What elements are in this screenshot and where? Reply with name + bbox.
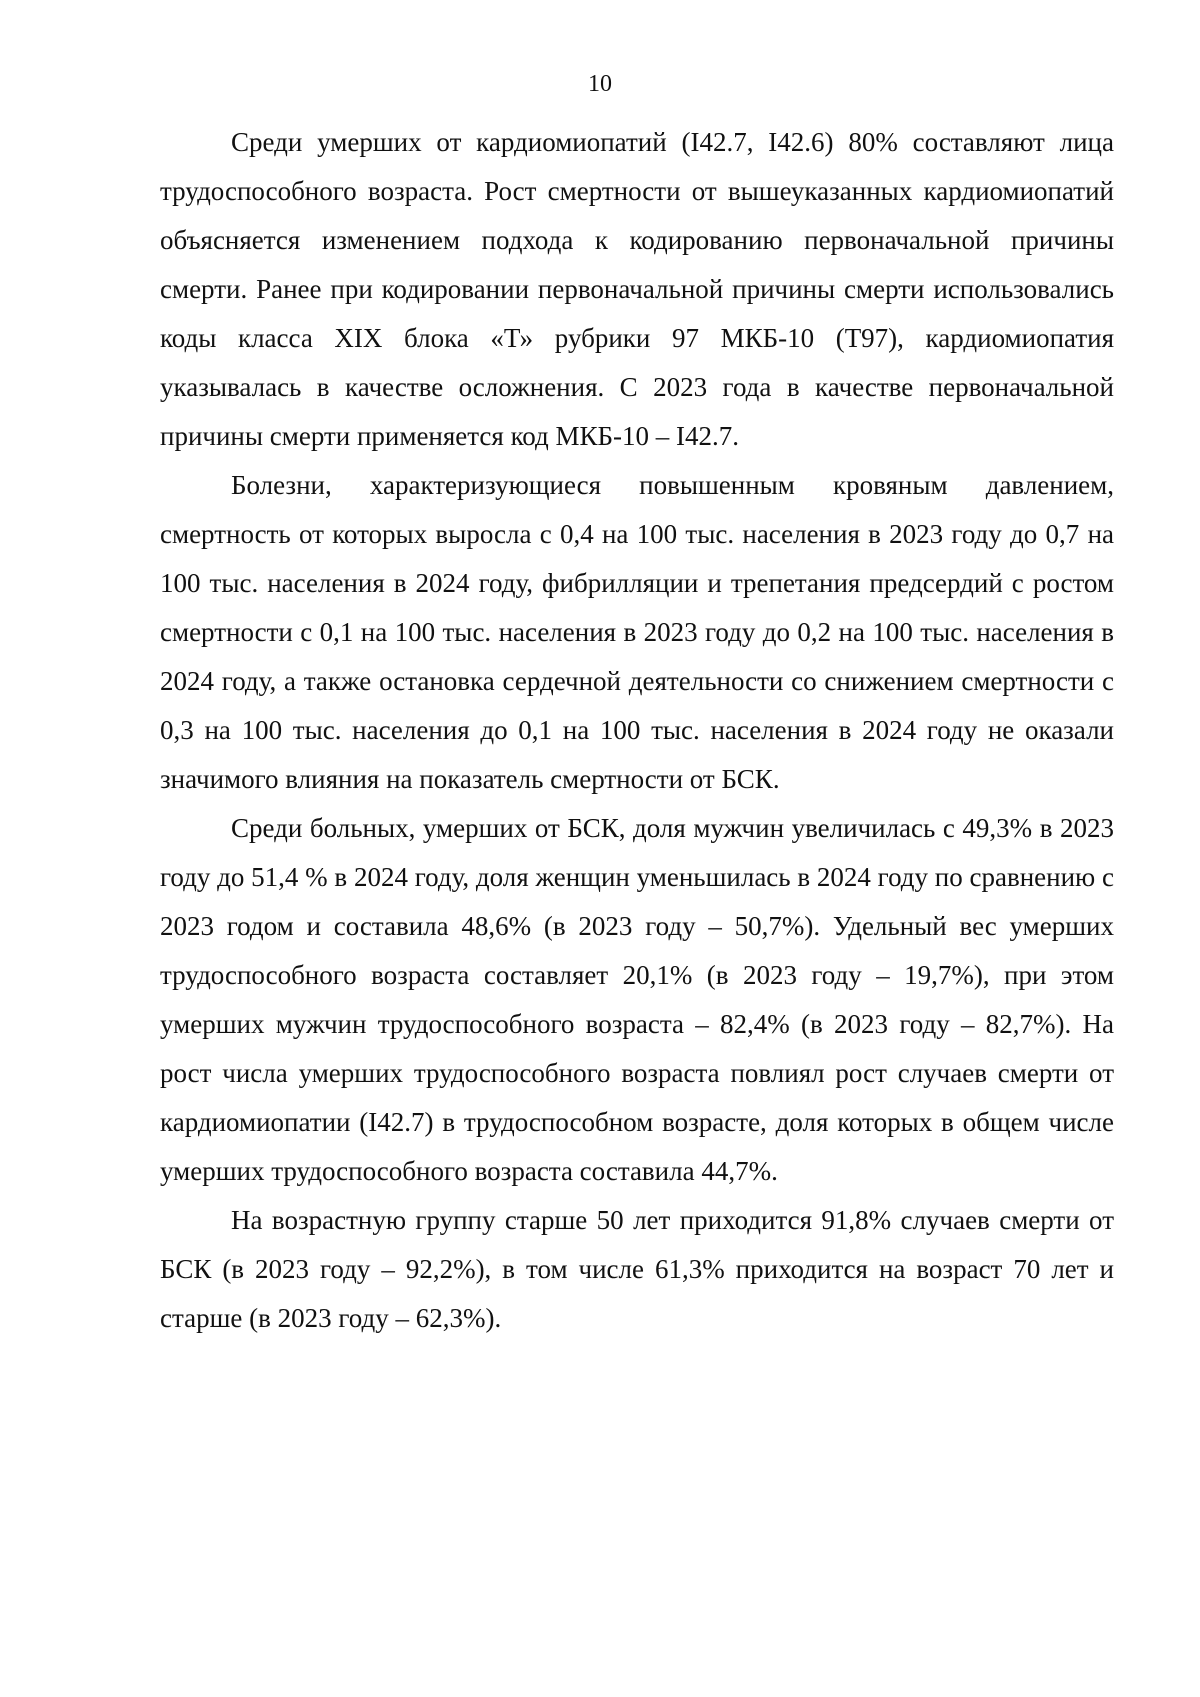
paragraph-age-group: На возрастную группу старше 50 лет приходится 91,8% случаев смерти от БСК (в 2023 году – 92,2%), в том числе 61,3% приходится на возраст 70 лет и старше (в 2023 году – 62,3%).: [160, 1205, 1114, 1333]
paragraph-gender-share: Среди больных, умерших от БСК, доля мужчин увеличилась с 49,3% в 2023 году до 51,4 % в 2024 году, доля женщин уменьшилась в 2024 году по сравнению с 2023 годом и составила 48,6% (в 2023 году – 50,7%). Удельный вес умерших трудоспособного возраста составляет 20,1% (в 2023 году – 19,7%), при этом умерших мужчин трудоспособного возраста – 82,4% (в 2023 году – 82,7%). На рост числа умерших трудоспособного возраста повлиял рост случаев смерти от кардиомиопатии (I42.7) в трудоспособном возрасте, доля которых в общем числе умерших трудоспособного возраста составила 44,7%.: [160, 813, 1114, 1186]
page-number: 10: [588, 71, 612, 97]
paragraph-cardiomyopathy: Среди умерших от кардиомиопатий (I42.7, I42.6) 80% составляют лица трудоспособного возраста. Рост смертности от вышеуказанных кардиомиопатий объясняется изменением подхода к кодированию первоначальной причины смерти. Ранее при кодировании первоначальной причины смерти использовались коды класса XIX блока «Т» рубрики 97 МКБ-10 (T97), кардиомиопатия указывалась в качестве осложнения. С 2023 года в качестве первоначальной причины смерти применяется код МКБ-10 – I42.7.: [160, 127, 1114, 451]
document-body: [160, 118, 1114, 1343]
paragraph-hypertension: Болезни, характеризующиеся повышенным кровяным давлением, смертность от которых выросла с 0,4 на 100 тыс. населения в 2023 году до 0,7 на 100 тыс. населения в 2024 году, фибрилляции и трепетания предсердий с ростом смертности с 0,1 на 100 тыс. населения в 2023 году до 0,2 на 100 тыс. населения в 2024 году, а также остановка сердечной деятельности со снижением смертности с 0,3 на 100 тыс. населения до 0,1 на 100 тыс. населения в 2024 году не оказали значимого влияния на показатель смертности от БСК.: [160, 470, 1114, 794]
